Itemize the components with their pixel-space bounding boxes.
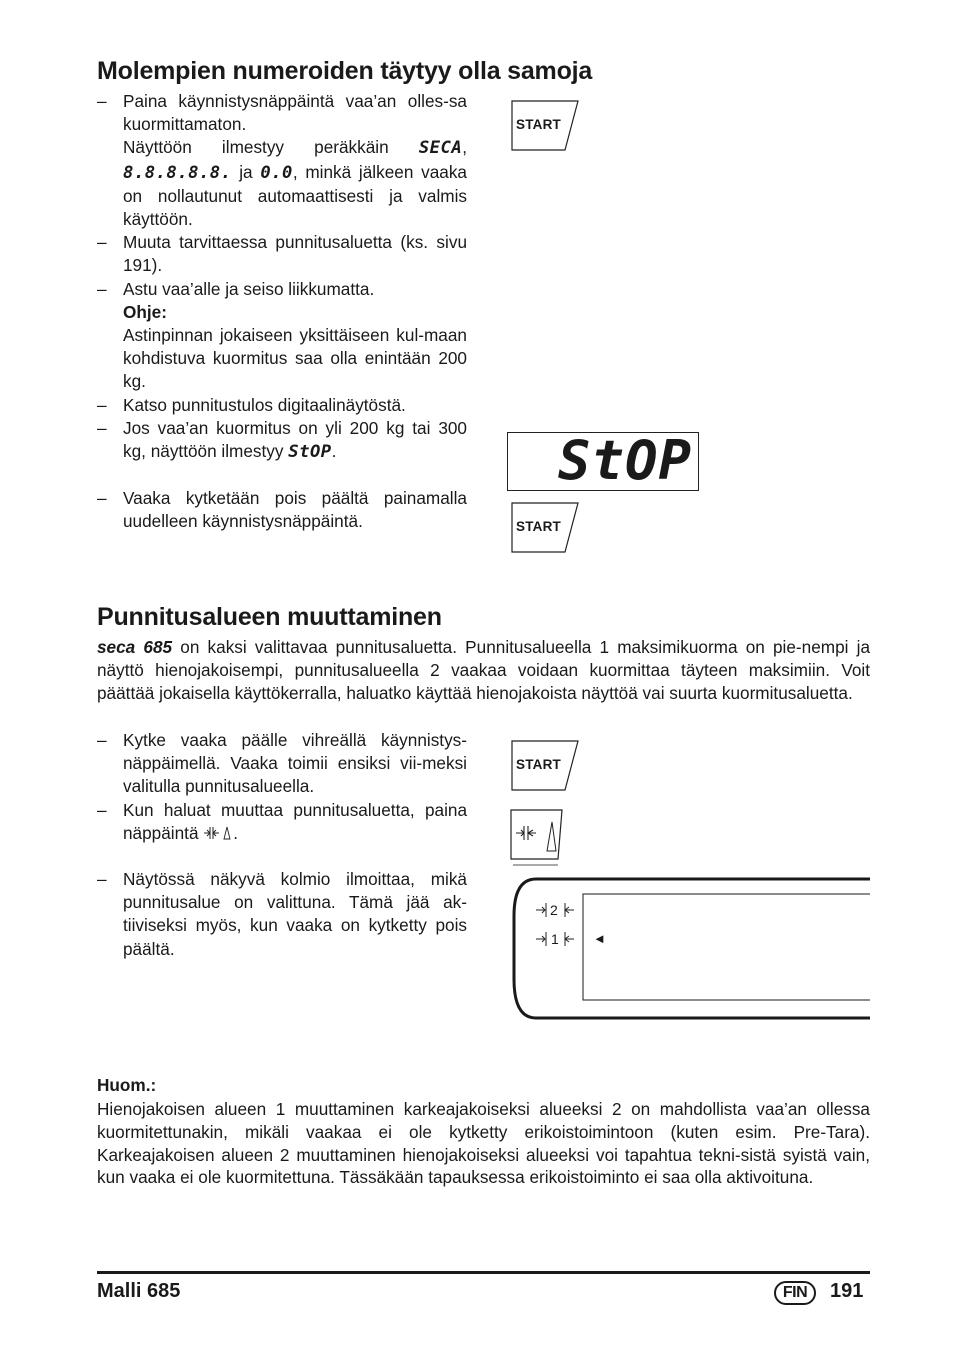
section2-instructions [97, 729, 467, 961]
lcd-text-seca: SECA [418, 138, 463, 159]
note-label: Ohje: [123, 301, 167, 322]
range-toggle-icon [510, 809, 565, 867]
lcd-text-88888: 8.8.8.8.8. [123, 162, 232, 183]
section-title-range-change: Punnitusalueen muuttaminen [97, 603, 442, 631]
start-button[interactable]: START [511, 100, 581, 154]
list-item: – Muuta tarvittaessa punnitusaluetta (ks. sivu 191). [97, 232, 467, 276]
start-button[interactable]: START [511, 502, 581, 556]
range-indicator-triangle: ◄ [593, 931, 606, 946]
brand-name: seca 685 [97, 637, 173, 657]
section2-intro: seca 685 on kaksi valittavaa punnitusaluetta. Punnitusalueella 1 maksimikuorma on pie-nempi ja näyttö hienojakoisempi, punnitusalueella 2 vaakaa voidaan kuormittaa täyteen maksimiin. Voit päättää jokaisella käyttökerralla, haluatko käyttää hienojakoista näyttöä vai suurta kuormitusaluetta. [97, 637, 871, 703]
note-label: Huom.: [97, 1075, 157, 1095]
stop-display: StOP [507, 432, 699, 491]
footer-divider [97, 1271, 870, 1274]
start-button[interactable]: START [511, 740, 581, 794]
lcd-text-00: 0.0 [260, 162, 293, 183]
footer-model: Malli 685 [97, 1280, 181, 1302]
list-item: – Paina käynnistysnäppäintä vaa’an olles-sa kuormittamaton. [97, 91, 467, 135]
list-item: – Kun haluat muuttaa punnitusaluetta, paina näppäintä . [97, 799, 467, 843]
section1-instructions [97, 90, 467, 534]
range-display-panel [512, 876, 870, 1022]
list-item: – Katso punnitustulos digitaalinäytöstä. [97, 394, 406, 415]
note-text: Astinpinnan jokaiseen yksittäiseen kul-maan kohdistuva kuormitus saa olla enintään 200 kg. [123, 325, 467, 392]
display-sequence-paragraph: Näyttöön ilmestyy peräkkäin SECA, 8.8.8.8.8. ja 0.0, minkä jälkeen vaaka on nollautunut automaattisesti ja valmis käyttöön. [123, 137, 467, 230]
list-item: – Vaaka kytketään pois päältä painamalla uudelleen käynnistysnäppäintä. [97, 488, 467, 532]
list-item: – Näytössä näkyvä kolmio ilmoittaa, mikä punnitusalue on valittuna. Tämä jää ak-tiiviseksi myös, kun vaaka on kytketty pois päältä. [97, 869, 467, 959]
list-item: – Jos vaa’an kuormitus on yli 200 kg tai 300 kg, näyttöön ilmestyy StOP. [97, 417, 467, 463]
page-number: 191 [830, 1280, 864, 1302]
range-2-label: 2 [550, 902, 558, 918]
section-title-same-numbers: Molempien numeroiden täytyy olla samoja [97, 57, 593, 85]
list-item: – Kytke vaaka päälle vihreällä käynnistys-näppäimellä. Vaaka toimii ensiksi vii-meksi valitulla punnitusalueella. [97, 730, 467, 797]
list-item: – Astu vaa’alle ja seiso liikkumatta. [97, 278, 375, 299]
lcd-text-stop: StOP [288, 442, 332, 463]
range-key-icon [203, 824, 233, 840]
range-toggle-button[interactable] [510, 809, 565, 867]
range-1-label: 1 [551, 931, 559, 947]
note-text: Hienojakoisen alueen 1 muuttaminen karkeajakoiseksi alueeksi 2 on mahdollista vaa’an ollessa kuormitettunakin, mikäli vaakaa ei ole kytketty erikoistoimintoon (kuten esim. Pre-Tara). Karkeajakoisen alueen 2 muuttaminen hienojakoiseksi alueeksi voi tapahtua tekni-sistä syistä vain, kun vaaka ei ole kuormitettuna. Tässäkään tapauksessa erikoistoiminto ei saa olla aktivoituna. [97, 1099, 870, 1188]
language-badge: FIN [774, 1281, 816, 1305]
